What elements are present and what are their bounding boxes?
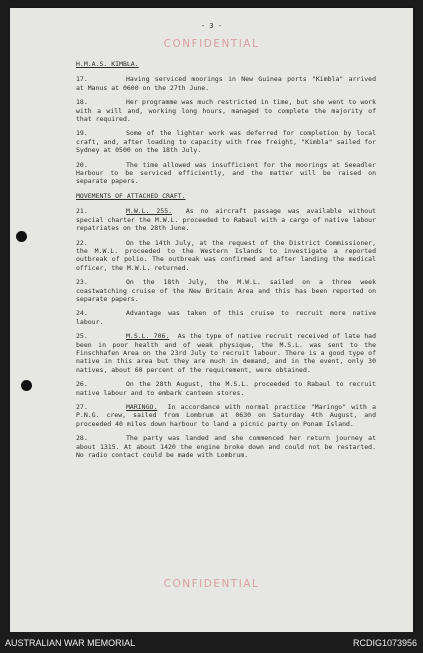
document-body xyxy=(76,60,376,465)
paragraph xyxy=(76,161,376,186)
paragraph-text: As the type of native recruit received of late had been in poor health and of weak physique, the M.S.L. was sent to the Finschhafen Area on the 23rd July to recruit labour. There is a good type of native in this area but they are much in demand, and in the event, only 30 natives, about 60 percent of the requirement, were obtained. xyxy=(76,332,377,374)
paragraph xyxy=(76,98,376,123)
craft-name: M.S.L. 706. xyxy=(126,332,170,341)
section-heading: MOVEMENTS OF ATTACHED CRAFT. xyxy=(76,191,186,200)
paragraph xyxy=(76,403,376,428)
paragraph-number: 20. xyxy=(76,160,88,169)
paragraph-number: 26. xyxy=(76,380,88,389)
paragraph-number: 22. xyxy=(76,238,88,247)
paragraph-number: 27. xyxy=(76,403,88,411)
paragraph-text: On the 14th July, at the request of the District Commissioner, the M.W.L. proceeded to the Western Islands to investigate a reported outbreak of polio. The outbreak was confirmed and after landing the medical officer, the M.W.L. returned. xyxy=(76,238,376,272)
punch-hole-bottom xyxy=(21,380,32,391)
paragraph-number: 19. xyxy=(76,129,88,138)
document-page xyxy=(10,8,413,632)
paragraph-number: 28. xyxy=(76,434,88,443)
craft-name: M.W.L. 255. xyxy=(126,207,173,216)
paragraph-text: The party was landed and she commenced her return journey at about 1315. At about 1420 the engine broke down and could not be restarted. No radio contact could be made with Lombrum. xyxy=(76,434,376,460)
paragraph xyxy=(76,239,376,273)
paragraph-number: 21. xyxy=(76,207,88,216)
paragraph xyxy=(76,278,376,303)
paragraph xyxy=(76,129,376,154)
paragraph-text: Advantage was taken of this cruise to recruit more native labour. xyxy=(76,309,376,326)
paragraph xyxy=(76,434,376,459)
paragraph xyxy=(76,207,376,232)
paragraph-text: Some of the lighter work was deferred for completion by local craft, and, after loading to capacity with free freight, "Kimbla" sailed for Sydney at 0500 on the 18th July. xyxy=(76,129,376,155)
paragraph-text: On the 28th August, the M.S.L. proceeded to Rabaul to recruit native labour and to embark canteen stores. xyxy=(76,380,376,397)
paragraph-text: Her programme was much restricted in time, but she went to work with a will and, working long hours, managed to complete the majority of that required. xyxy=(76,98,376,124)
paragraph-number: 24. xyxy=(76,309,88,318)
paragraph-text: The time allowed was insufficient for the moorings at Seeadler Harbour to be serviced efficiently, and the matter will be raised on separate papers. xyxy=(76,160,376,186)
punch-hole-top xyxy=(16,231,27,242)
craft-name: MARINGO. xyxy=(126,403,158,411)
paragraph-text: As no aircraft passage was available without special charter the M.W.L. proceeded to Rabaul with a cargo of native labour repatriates on the 28th June. xyxy=(76,207,377,233)
paragraph-text: On the 18th July, the M.W.L. sailed on a three week coastwatching cruise of the New Britain Area and this has been reported on separate papers. xyxy=(76,278,376,303)
paragraph-number: 18. xyxy=(76,98,88,107)
paragraph-number: 25. xyxy=(76,332,88,341)
classification-stamp-top: CONFIDENTIAL xyxy=(163,38,260,50)
section-heading: H.M.A.S. KIMBLA. xyxy=(76,60,139,68)
paragraph xyxy=(76,332,376,374)
paragraph-text: Having serviced moorings in New Guinea ports "Kimbla" arrived at Manus at 0600 on the 27th June. xyxy=(76,75,376,92)
paragraph-number: 23. xyxy=(76,278,88,287)
paragraph xyxy=(76,309,376,326)
paragraph xyxy=(76,380,376,397)
record-id: RCDIG1073956 xyxy=(352,638,417,648)
paragraph-number: 17. xyxy=(76,75,88,84)
archive-footer xyxy=(0,632,423,653)
paragraph xyxy=(76,75,376,92)
page-number: - 3 - xyxy=(200,22,223,30)
paragraph-text: In accordance with normal practice "Maringo" with a P.N.G. crew, sailed from Lombrum at 0630 on Saturday 4th August, and proceeded 40 miles down harbour to land a picnic party on Ponam Island. xyxy=(76,403,376,428)
classification-stamp-bottom: CONFIDENTIAL xyxy=(163,578,260,590)
archive-name: AUSTRALIAN WAR MEMORIAL xyxy=(5,638,136,648)
